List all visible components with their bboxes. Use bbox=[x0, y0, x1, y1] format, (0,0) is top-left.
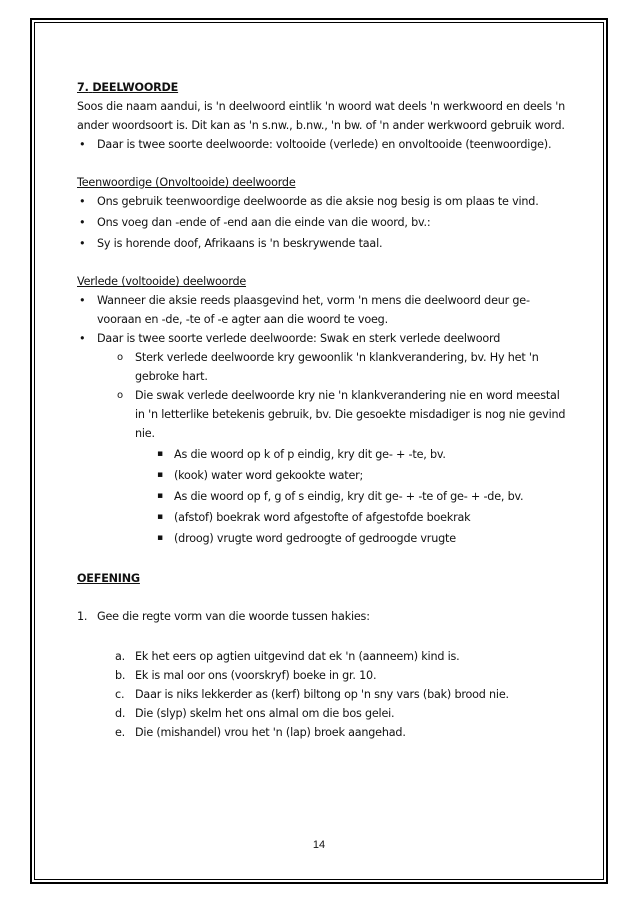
sub-marker: o bbox=[117, 390, 123, 401]
item-letter: c. bbox=[115, 688, 125, 701]
bullet-marker: • bbox=[79, 138, 86, 151]
bullet-marker: • bbox=[79, 332, 86, 345]
past-bullet bbox=[77, 291, 567, 329]
question-text: Gee die regte vorm van die woorde tussen hakies: bbox=[97, 610, 370, 623]
item-letter: a. bbox=[115, 650, 126, 663]
rule-text: As die woord op k of p eindig, kry dit ge- + -te, bv. bbox=[174, 448, 446, 461]
square-marker: ▪ bbox=[157, 470, 163, 480]
item-text: Daar is niks lekkerder as (kerf) biltong op 'n sny vars (bak) brood nie. bbox=[135, 688, 509, 701]
past-sub-text: Die swak verlede deelwoorde kry nie 'n klankverandering nie en word meestal in 'n letterlike betekenis gebruik, bv. Die gesoekte misdadiger is nog nie gevind nie. bbox=[135, 389, 566, 440]
square-marker: ▪ bbox=[157, 512, 163, 522]
present-heading: Teenwoordige (Onvoltooide) deelwoorde bbox=[77, 176, 296, 189]
past-sub-item bbox=[77, 348, 567, 386]
rule-text: (kook) water word gekookte water; bbox=[174, 469, 364, 482]
page-number: 14 bbox=[312, 839, 326, 851]
item-letter: e. bbox=[115, 726, 126, 739]
present-bullet bbox=[77, 213, 567, 232]
past-sub-text: Sterk verlede deelwoorde kry gewoonlik 'n klankverandering, bv. Hy het 'n gebroke hart. bbox=[135, 351, 539, 383]
question-number: 1. bbox=[77, 610, 88, 623]
rule-item bbox=[77, 445, 567, 464]
bullet-marker: • bbox=[79, 294, 86, 307]
present-bullet bbox=[77, 192, 567, 211]
intro-paragraph: Soos die naam aandui, is 'n deelwoord eintlik 'n woord wat deels 'n werkwoord en deels 'n ander woordsoort is. Dit kan as 'n s.nw., b.nw., 'n bw. of 'n ander werkwoord gebruik word. bbox=[77, 100, 566, 132]
bullet-marker: • bbox=[79, 237, 86, 250]
present-bullet-text: Sy is horende doof, Afrikaans is 'n beskrywende taal. bbox=[97, 237, 383, 250]
item-text: Die (mishandel) vrou het 'n (lap) broek aangehad. bbox=[135, 726, 406, 739]
past-bullet-text: Daar is twee soorte verlede deelwoorde: Swak en sterk verlede deelwoord bbox=[97, 332, 501, 345]
item-text: Ek is mal oor ons (voorskryf) boeke in gr. 10. bbox=[135, 669, 377, 682]
rule-text: (droog) vrugte word gedroogte of gedroogde vrugte bbox=[174, 532, 456, 545]
intro-bullet bbox=[77, 135, 567, 154]
past-sub-item bbox=[77, 386, 567, 443]
rule-item bbox=[77, 508, 567, 527]
rule-item bbox=[77, 529, 567, 548]
exercise-heading: OEFENING bbox=[77, 572, 140, 585]
exercise-item bbox=[77, 685, 567, 704]
sub-marker: o bbox=[117, 352, 123, 363]
exercise-item bbox=[77, 723, 567, 742]
present-bullet-text: Ons gebruik teenwoordige deelwoorde as die aksie nog besig is om plaas te vind. bbox=[97, 195, 539, 208]
intro-bullet-text: Daar is twee soorte deelwoorde: voltooide (verlede) en onvoltooide (teenwoordige). bbox=[97, 138, 552, 151]
rule-item bbox=[77, 487, 567, 506]
section-heading bbox=[77, 78, 567, 97]
present-bullet bbox=[77, 234, 567, 253]
section-title: DEELWOORDE bbox=[92, 81, 179, 94]
item-letter: d. bbox=[115, 707, 126, 720]
square-marker: ▪ bbox=[157, 449, 163, 459]
square-marker: ▪ bbox=[157, 491, 163, 501]
exercise-item bbox=[77, 704, 567, 723]
item-letter: b. bbox=[115, 669, 126, 682]
exercise-question bbox=[77, 607, 567, 626]
past-bullet-text: Wanneer die aksie reeds plaasgevind het, vorm 'n mens die deelwoord deur ge- vooraan en -de, -te of -e agter aan die woord te voeg. bbox=[97, 294, 530, 326]
rule-item bbox=[77, 466, 567, 485]
past-bullet bbox=[77, 329, 567, 348]
section-number: 7. bbox=[77, 81, 89, 94]
exercise-item bbox=[77, 666, 567, 685]
present-bullet-text: Ons voeg dan -ende of -end aan die einde van die woord, bv.: bbox=[97, 216, 431, 229]
bullet-marker: • bbox=[79, 195, 86, 208]
document-body bbox=[77, 78, 567, 742]
exercise-item bbox=[77, 647, 567, 666]
past-heading: Verlede (voltooide) deelwoorde bbox=[77, 275, 247, 288]
rule-text: As die woord op f, g of s eindig, kry dit ge- + -te of ge- + -de, bv. bbox=[174, 490, 524, 503]
item-text: Die (slyp) skelm het ons almal om die bos gelei. bbox=[135, 707, 395, 720]
rule-text: (afstof) boekrak word afgestofte of afgestofde boekrak bbox=[174, 511, 471, 524]
square-marker: ▪ bbox=[157, 533, 163, 543]
item-text: Ek het eers op agtien uitgevind dat ek 'n (aanneem) kind is. bbox=[135, 650, 460, 663]
bullet-marker: • bbox=[79, 216, 86, 229]
